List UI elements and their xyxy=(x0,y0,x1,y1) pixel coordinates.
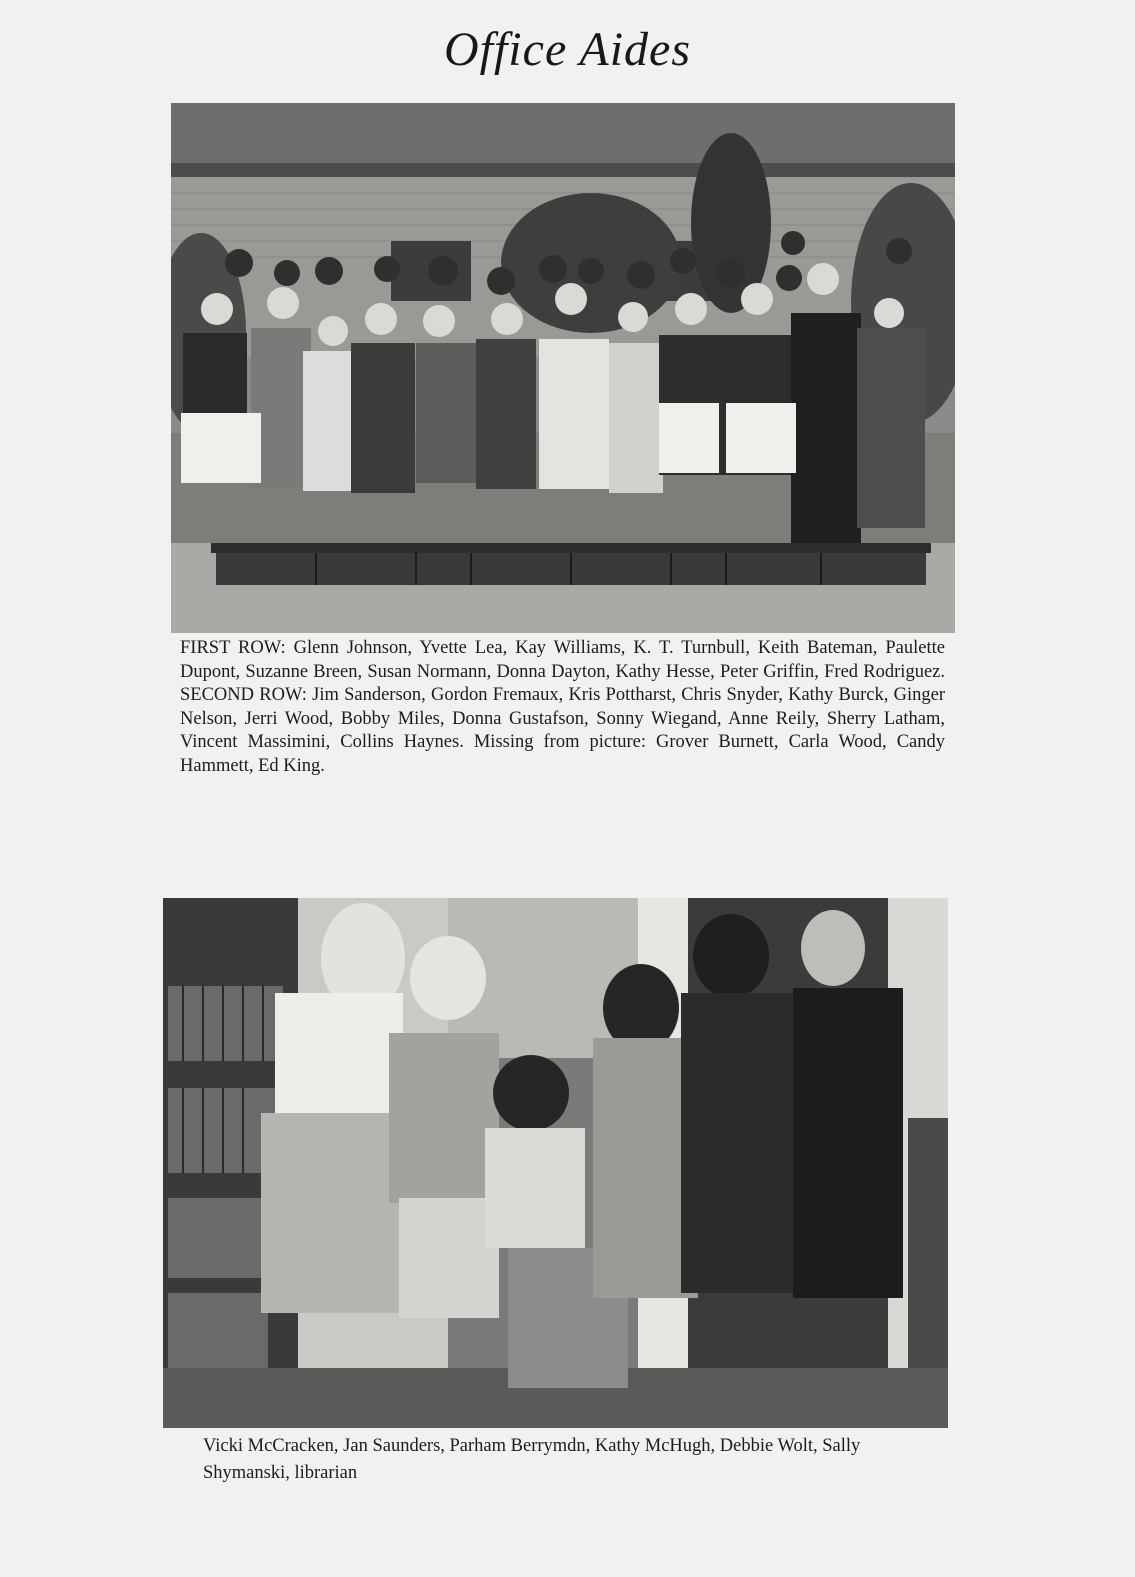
library-photo xyxy=(163,898,948,1428)
group-photo xyxy=(171,103,955,633)
group-photo-image xyxy=(171,103,955,633)
library-photo-caption: Vicki McCracken, Jan Saunders, Parham Berrymdn, Kathy McHugh, Debbie Wolt, Sally Shymanski, librarian xyxy=(203,1436,861,1483)
page-title: Office Aides xyxy=(443,23,692,76)
group-photo-caption: FIRST ROW: Glenn Johnson, Yvette Lea, Kay Williams, K. T. Turnbull, Keith Bateman, Paulette Dupont, Suzanne Breen, Susan Normann, Donna Dayton, Kathy Hesse, Peter Griffin, Fred Rodriguez. SECOND ROW: Jim Sanderson, Gordon Fremaux, Kris Pottharst, Chris Snyder, Kathy Burck, Ginger Nelson, Jerri Wood, Bobby Miles, Donna Gustafson, Sonny Wiegand, Anne Reily, Sherry Latham, Vincent Massimini, Collins Haynes. Missing from picture: Grover Burnett, Carla Wood, Candy Hammett, Ed King. xyxy=(180,638,945,776)
library-photo-image xyxy=(163,898,948,1428)
